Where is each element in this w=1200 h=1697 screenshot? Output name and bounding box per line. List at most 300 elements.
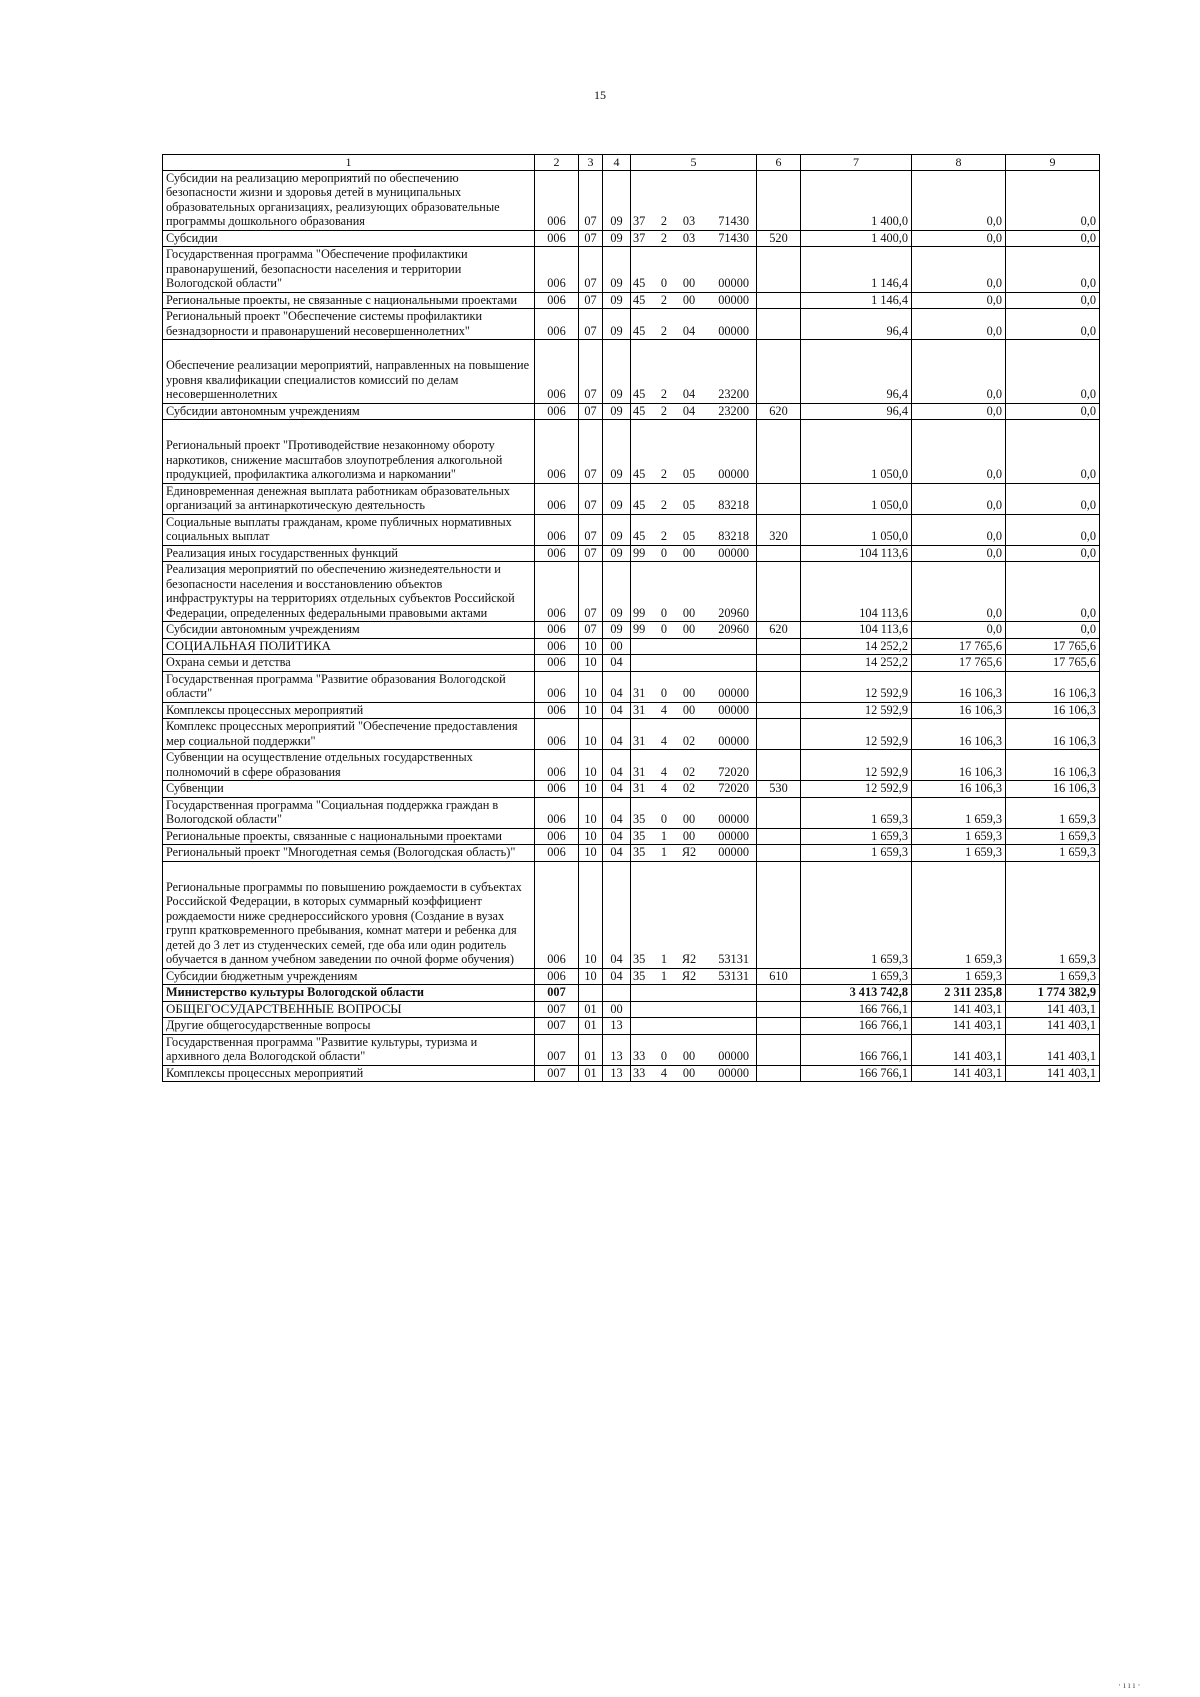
- target-code-part-p1: 45: [633, 276, 646, 290]
- section-code: 01: [579, 1034, 603, 1065]
- row-name: СОЦИАЛЬНАЯ ПОЛИТИКА: [163, 638, 535, 655]
- page-number: 15: [594, 88, 606, 102]
- amount-col-9: 141 403,1: [1006, 1001, 1100, 1018]
- target-code-part-p3: 02: [682, 781, 696, 795]
- target-code-part-p1: 99: [633, 622, 646, 636]
- amount-col-8: 16 106,3: [912, 781, 1006, 798]
- scan-marks: · ı ı ı ·: [1118, 1680, 1141, 1690]
- target-code-part-p4: 53131: [718, 968, 749, 983]
- row-name: Региональный проект "Многодетная семья (Вологодская область)": [163, 845, 535, 862]
- table-row: [163, 671, 1100, 702]
- admin-code: 006: [535, 750, 579, 781]
- amount-col-8: 17 765,6: [912, 638, 1006, 655]
- target-code-part-p4: 71430: [718, 214, 749, 228]
- table-row: [163, 845, 1100, 862]
- row-name: Единовременная денежная выплата работникам образовательных организаций за антинаркотическую деятельность: [163, 483, 535, 514]
- expense-type-code: [757, 420, 801, 484]
- amount-col-9: 16 106,3: [1006, 671, 1100, 702]
- subsection-code: 09: [603, 247, 631, 293]
- admin-code: 006: [535, 638, 579, 655]
- expense-type-code: [757, 340, 801, 404]
- expense-type-code: [757, 671, 801, 702]
- amount-col-8: 2 311 235,8: [912, 985, 1006, 1002]
- amount-col-7: 1 050,0: [801, 420, 912, 484]
- column-header-3: 3: [579, 155, 603, 171]
- target-code-part-p3: 00: [682, 276, 696, 290]
- row-name: Реализация иных государственных функций: [163, 545, 535, 562]
- subsection-code: 04: [603, 861, 631, 968]
- expense-type-code: 620: [757, 403, 801, 420]
- table-row: [163, 1018, 1100, 1035]
- expense-type-code: [757, 1034, 801, 1065]
- target-code-part-p3: 00: [682, 812, 696, 826]
- subsection-code: 04: [603, 845, 631, 862]
- target-code-part-p2: 4: [660, 702, 668, 717]
- target-code-part-p4: 00000: [718, 702, 749, 717]
- amount-col-8: 16 106,3: [912, 671, 1006, 702]
- amount-col-7: 1 659,3: [801, 861, 912, 968]
- table-row: [163, 638, 1100, 655]
- section-code: 07: [579, 292, 603, 309]
- target-code-part-p4: 23200: [718, 387, 749, 401]
- amount-col-7: 1 400,0: [801, 230, 912, 247]
- table-row: [163, 420, 1100, 484]
- expense-type-code: [757, 638, 801, 655]
- target-code-part-p2: 1: [660, 845, 668, 859]
- expense-type-code: [757, 750, 801, 781]
- amount-col-8: 16 106,3: [912, 702, 1006, 719]
- subsection-code: 13: [603, 1018, 631, 1035]
- subsection-code: 09: [603, 170, 631, 230]
- amount-col-8: 17 765,6: [912, 655, 1006, 672]
- target-code-part-p2: 0: [660, 812, 668, 826]
- target-code-part-p2: 0: [660, 605, 668, 620]
- section-code: 07: [579, 622, 603, 639]
- row-name: ОБЩЕГОСУДАРСТВЕННЫЕ ВОПРОСЫ: [163, 1001, 535, 1018]
- target-code-part-p1: 45: [633, 323, 646, 338]
- target-code-part-p2: 2: [660, 498, 668, 512]
- row-name: Социальные выплаты гражданам, кроме публичных нормативных социальных выплат: [163, 514, 535, 545]
- expense-type-code: [757, 861, 801, 968]
- section-code: 01: [579, 1018, 603, 1035]
- amount-col-9: 17 765,6: [1006, 638, 1100, 655]
- subsection-code: 09: [603, 545, 631, 562]
- amount-col-7: 1 659,3: [801, 797, 912, 828]
- target-code-part-p2: 4: [660, 781, 668, 795]
- subsection-code: 09: [603, 420, 631, 484]
- admin-code: 006: [535, 340, 579, 404]
- target-article-code: [631, 638, 757, 655]
- amount-col-7: 1 146,4: [801, 292, 912, 309]
- row-name: Субсидии: [163, 230, 535, 247]
- table-row: [163, 655, 1100, 672]
- row-name: Охрана семьи и детства: [163, 655, 535, 672]
- admin-code: 006: [535, 845, 579, 862]
- target-article-code: [631, 797, 757, 828]
- table-row: [163, 622, 1100, 639]
- table-row: [163, 1065, 1100, 1082]
- target-article-code: [631, 985, 757, 1002]
- target-code-part-p1: 35: [633, 828, 646, 843]
- target-code-part-p1: 33: [633, 1065, 646, 1080]
- target-code-part-p2: 0: [660, 276, 668, 290]
- subsection-code: 09: [603, 483, 631, 514]
- subsection-code: 13: [603, 1065, 631, 1082]
- target-code-part-p3: 00: [682, 545, 696, 560]
- admin-code: 006: [535, 968, 579, 985]
- row-name: Региональные программы по повышению рождаемости в субъектах Российской Федерации, в которых суммарный коэффициент рождаемости ниже среднероссийского уровня (Создание в вузах групп кратковременного пребывания, комнат матери и ребенка для детей до 3 лет из студенческих семей, где оба или один родитель обучается в данном учебном заведении по очной форме обучения): [163, 861, 535, 968]
- amount-col-9: 141 403,1: [1006, 1018, 1100, 1035]
- subsection-code: 04: [603, 655, 631, 672]
- section-code: 10: [579, 719, 603, 750]
- target-code-part-p1: 33: [633, 1049, 646, 1063]
- expense-type-code: [757, 702, 801, 719]
- amount-col-8: 16 106,3: [912, 750, 1006, 781]
- admin-code: 006: [535, 514, 579, 545]
- table-row: [163, 1001, 1100, 1018]
- subsection-code: 04: [603, 781, 631, 798]
- row-name: Обеспечение реализации мероприятий, направленных на повышение уровня квалификации специалистов комиссий по делам несовершеннолетних: [163, 340, 535, 404]
- amount-col-8: 0,0: [912, 170, 1006, 230]
- expense-type-code: [757, 292, 801, 309]
- amount-col-7: 3 413 742,8: [801, 985, 912, 1002]
- section-code: 10: [579, 750, 603, 781]
- target-code-part-p4: 00000: [718, 292, 749, 307]
- table-row: [163, 309, 1100, 340]
- amount-col-7: 1 050,0: [801, 483, 912, 514]
- section-code: 07: [579, 514, 603, 545]
- target-code-part-p1: 35: [633, 845, 646, 859]
- expense-type-code: [757, 655, 801, 672]
- amount-col-9: 141 403,1: [1006, 1034, 1100, 1065]
- amount-col-8: 0,0: [912, 514, 1006, 545]
- row-name: Другие общегосударственные вопросы: [163, 1018, 535, 1035]
- target-code-part-p2: 0: [660, 686, 668, 700]
- expense-type-code: [757, 170, 801, 230]
- target-article-code: [631, 1034, 757, 1065]
- amount-col-7: 12 592,9: [801, 719, 912, 750]
- subsection-code: 04: [603, 702, 631, 719]
- target-code-part-p1: 45: [633, 403, 646, 418]
- target-code-part-p4: 00000: [718, 686, 749, 700]
- admin-code: 006: [535, 403, 579, 420]
- expense-type-code: [757, 545, 801, 562]
- target-article-code: [631, 781, 757, 798]
- subsection-code: 13: [603, 1034, 631, 1065]
- amount-col-9: 0,0: [1006, 230, 1100, 247]
- amount-col-7: 166 766,1: [801, 1034, 912, 1065]
- target-code-part-p3: 00: [682, 605, 696, 620]
- amount-col-7: 166 766,1: [801, 1018, 912, 1035]
- amount-col-9: 0,0: [1006, 483, 1100, 514]
- target-code-part-p4: 83218: [718, 529, 749, 543]
- target-article-code: [631, 845, 757, 862]
- expense-type-code: 520: [757, 230, 801, 247]
- expense-type-code: 530: [757, 781, 801, 798]
- target-code-part-p3: 00: [682, 702, 696, 717]
- subsection-code: 04: [603, 750, 631, 781]
- target-code-part-p1: 45: [633, 292, 646, 307]
- target-article-code: [631, 719, 757, 750]
- target-code-part-p1: 31: [633, 764, 646, 779]
- amount-col-9: 1 774 382,9: [1006, 985, 1100, 1002]
- target-code-part-p4: 83218: [718, 498, 749, 512]
- amount-col-7: 166 766,1: [801, 1001, 912, 1018]
- admin-code: 006: [535, 562, 579, 622]
- target-article-code: [631, 340, 757, 404]
- target-code-part-p1: 31: [633, 702, 646, 717]
- target-code-part-p4: 00000: [718, 812, 749, 826]
- table-row: [163, 340, 1100, 404]
- row-name: Комплексы процессных мероприятий: [163, 702, 535, 719]
- section-code: 10: [579, 861, 603, 968]
- target-article-code: [631, 545, 757, 562]
- admin-code: 006: [535, 545, 579, 562]
- expense-type-code: 320: [757, 514, 801, 545]
- amount-col-9: 1 659,3: [1006, 845, 1100, 862]
- target-article-code: [631, 655, 757, 672]
- amount-col-8: 0,0: [912, 230, 1006, 247]
- table-row: [163, 562, 1100, 622]
- subsection-code: 04: [603, 671, 631, 702]
- section-code: 10: [579, 781, 603, 798]
- target-code-part-p3: 00: [682, 622, 696, 636]
- row-name: Субсидии автономным учреждениям: [163, 622, 535, 639]
- admin-code: 006: [535, 797, 579, 828]
- section-code: 07: [579, 562, 603, 622]
- target-code-part-p3: 00: [682, 828, 696, 843]
- amount-col-9: 0,0: [1006, 247, 1100, 293]
- target-code-part-p3: 03: [682, 230, 696, 245]
- target-article-code: [631, 1018, 757, 1035]
- admin-code: 007: [535, 985, 579, 1002]
- section-code: [579, 985, 603, 1002]
- amount-col-7: 12 592,9: [801, 750, 912, 781]
- table-row: [163, 797, 1100, 828]
- table-row: [163, 702, 1100, 719]
- expense-type-code: 610: [757, 968, 801, 985]
- target-code-part-p1: 99: [633, 545, 646, 560]
- admin-code: 006: [535, 309, 579, 340]
- table-row: [163, 968, 1100, 985]
- column-header-4: 4: [603, 155, 631, 171]
- section-code: 07: [579, 247, 603, 293]
- row-name: Региональные проекты, не связанные с национальными проектами: [163, 292, 535, 309]
- expense-type-code: [757, 1018, 801, 1035]
- target-code-part-p2: 2: [660, 214, 668, 228]
- target-article-code: [631, 420, 757, 484]
- target-code-part-p4: 00000: [718, 323, 749, 338]
- amount-col-7: 14 252,2: [801, 638, 912, 655]
- subsection-code: 04: [603, 797, 631, 828]
- subsection-code: 09: [603, 309, 631, 340]
- target-code-part-p1: 37: [633, 230, 646, 245]
- row-name: Субсидии на реализацию мероприятий по обеспечению безопасности жизни и здоровья детей в муниципальных образовательных организациях, реализующих образовательные программы дошкольного образования: [163, 170, 535, 230]
- section-code: 07: [579, 420, 603, 484]
- admin-code: 006: [535, 781, 579, 798]
- subsection-code: 09: [603, 622, 631, 639]
- admin-code: 007: [535, 1065, 579, 1082]
- admin-code: 006: [535, 622, 579, 639]
- section-code: 07: [579, 170, 603, 230]
- table-row: [163, 719, 1100, 750]
- target-code-part-p1: 31: [633, 781, 646, 795]
- section-code: 07: [579, 340, 603, 404]
- subsection-code: 09: [603, 340, 631, 404]
- target-code-part-p3: 04: [682, 323, 696, 338]
- target-article-code: [631, 483, 757, 514]
- target-code-part-p3: 05: [682, 467, 696, 481]
- admin-code: 006: [535, 671, 579, 702]
- row-name: Комплексы процессных мероприятий: [163, 1065, 535, 1082]
- table-row: [163, 861, 1100, 968]
- row-name: Субвенции на осуществление отдельных государственных полномочий в сфере образования: [163, 750, 535, 781]
- target-code-part-p3: 00: [682, 292, 696, 307]
- target-article-code: [631, 309, 757, 340]
- target-code-part-p1: 35: [633, 968, 646, 983]
- target-code-part-p2: 1: [660, 828, 668, 843]
- target-code-part-p4: 00000: [718, 1065, 749, 1080]
- amount-col-8: 0,0: [912, 420, 1006, 484]
- target-code-part-p3: 00: [682, 1065, 696, 1080]
- row-name: Региональный проект "Противодействие незаконному обороту наркотиков, снижение масштабов злоупотребления алкогольной продукцией, профилактика алкоголизма и наркомании": [163, 420, 535, 484]
- admin-code: 006: [535, 861, 579, 968]
- target-article-code: [631, 750, 757, 781]
- row-name: Государственная программа "Развитие культуры, туризма и архивного дела Вологодской области": [163, 1034, 535, 1065]
- target-code-part-p3: 02: [682, 764, 696, 779]
- target-code-part-p2: 2: [660, 323, 668, 338]
- row-name: Субсидии автономным учреждениям: [163, 403, 535, 420]
- expense-type-code: [757, 247, 801, 293]
- amount-col-9: 0,0: [1006, 340, 1100, 404]
- subsection-code: 00: [603, 1001, 631, 1018]
- amount-col-9: 16 106,3: [1006, 702, 1100, 719]
- target-code-part-p2: 4: [660, 733, 668, 748]
- subsection-code: 00: [603, 638, 631, 655]
- table-row: [163, 545, 1100, 562]
- target-code-part-p2: 0: [660, 1049, 668, 1063]
- amount-col-8: 141 403,1: [912, 1065, 1006, 1082]
- table-row: [163, 230, 1100, 247]
- target-code-part-p4: 00000: [718, 733, 749, 748]
- amount-col-9: 0,0: [1006, 420, 1100, 484]
- target-article-code: [631, 230, 757, 247]
- amount-col-7: 96,4: [801, 403, 912, 420]
- table-row: [163, 483, 1100, 514]
- table-body: [163, 170, 1100, 1082]
- target-code-part-p4: 72020: [718, 764, 749, 779]
- target-code-part-p2: 0: [660, 622, 668, 636]
- target-code-part-p4: 20960: [718, 622, 749, 636]
- target-code-part-p2: 1: [660, 952, 668, 966]
- amount-col-8: 16 106,3: [912, 719, 1006, 750]
- amount-col-7: 12 592,9: [801, 781, 912, 798]
- target-code-part-p2: 2: [660, 529, 668, 543]
- target-code-part-p2: 4: [660, 764, 668, 779]
- section-code: 07: [579, 309, 603, 340]
- amount-col-9: 17 765,6: [1006, 655, 1100, 672]
- amount-col-7: 12 592,9: [801, 671, 912, 702]
- target-code-part-p3: 02: [682, 733, 696, 748]
- section-code: 10: [579, 638, 603, 655]
- target-article-code: [631, 403, 757, 420]
- target-code-part-p4: 00000: [718, 276, 749, 290]
- target-article-code: [631, 828, 757, 845]
- target-article-code: [631, 861, 757, 968]
- target-code-part-p4: 00000: [718, 845, 749, 859]
- amount-col-8: 1 659,3: [912, 861, 1006, 968]
- amount-col-9: 1 659,3: [1006, 828, 1100, 845]
- admin-code: 006: [535, 292, 579, 309]
- amount-col-7: 12 592,9: [801, 702, 912, 719]
- admin-code: 006: [535, 828, 579, 845]
- amount-col-7: 166 766,1: [801, 1065, 912, 1082]
- amount-col-7: 96,4: [801, 340, 912, 404]
- table-row: [163, 403, 1100, 420]
- amount-col-8: 141 403,1: [912, 1018, 1006, 1035]
- row-name: Государственная программа "Обеспечение профилактики правонарушений, безопасности населения и территории Вологодской области": [163, 247, 535, 293]
- subsection-code: [603, 985, 631, 1002]
- section-code: 10: [579, 845, 603, 862]
- amount-col-8: 141 403,1: [912, 1001, 1006, 1018]
- amount-col-9: 16 106,3: [1006, 781, 1100, 798]
- amount-col-8: 1 659,3: [912, 828, 1006, 845]
- section-code: 01: [579, 1065, 603, 1082]
- target-code-part-p4: 23200: [718, 403, 749, 418]
- target-code-part-p1: 31: [633, 686, 646, 700]
- admin-code: 006: [535, 655, 579, 672]
- expense-type-code: [757, 562, 801, 622]
- amount-col-9: 141 403,1: [1006, 1065, 1100, 1082]
- section-code: 10: [579, 968, 603, 985]
- amount-col-8: 0,0: [912, 340, 1006, 404]
- expense-type-code: [757, 1065, 801, 1082]
- target-code-part-p1: 45: [633, 498, 646, 512]
- table-row: [163, 1034, 1100, 1065]
- amount-col-7: 104 113,6: [801, 545, 912, 562]
- section-code: 07: [579, 545, 603, 562]
- table-row: [163, 292, 1100, 309]
- table-row: [163, 985, 1100, 1002]
- section-code: 10: [579, 797, 603, 828]
- amount-col-8: 0,0: [912, 562, 1006, 622]
- amount-col-9: 0,0: [1006, 403, 1100, 420]
- column-header-9: 9: [1006, 155, 1100, 171]
- target-code-part-p1: 45: [633, 467, 646, 481]
- expense-type-code: [757, 985, 801, 1002]
- admin-code: 007: [535, 1001, 579, 1018]
- expense-type-code: [757, 797, 801, 828]
- row-name: Комплекс процессных мероприятий "Обеспечение предоставления мер социальной поддержки": [163, 719, 535, 750]
- section-code: 10: [579, 702, 603, 719]
- target-code-part-p4: 00000: [718, 1049, 749, 1063]
- amount-col-8: 0,0: [912, 483, 1006, 514]
- column-header-7: 7: [801, 155, 912, 171]
- target-article-code: [631, 702, 757, 719]
- amount-col-8: 141 403,1: [912, 1034, 1006, 1065]
- amount-col-9: 0,0: [1006, 622, 1100, 639]
- admin-code: 006: [535, 702, 579, 719]
- subsection-code: 09: [603, 562, 631, 622]
- section-code: 10: [579, 671, 603, 702]
- row-name: Региональный проект "Обеспечение системы профилактики безнадзорности и правонарушений несовершеннолетних": [163, 309, 535, 340]
- amount-col-9: 0,0: [1006, 292, 1100, 309]
- target-article-code: [631, 622, 757, 639]
- expense-type-code: [757, 309, 801, 340]
- row-name: Реализация мероприятий по обеспечению жизнедеятельности и безопасности населения и восстановлению объектов инфраструктуры на территориях отдельных субъектов Российской Федерации, определенных федеральными правовыми актами: [163, 562, 535, 622]
- target-article-code: [631, 170, 757, 230]
- amount-col-8: 1 659,3: [912, 968, 1006, 985]
